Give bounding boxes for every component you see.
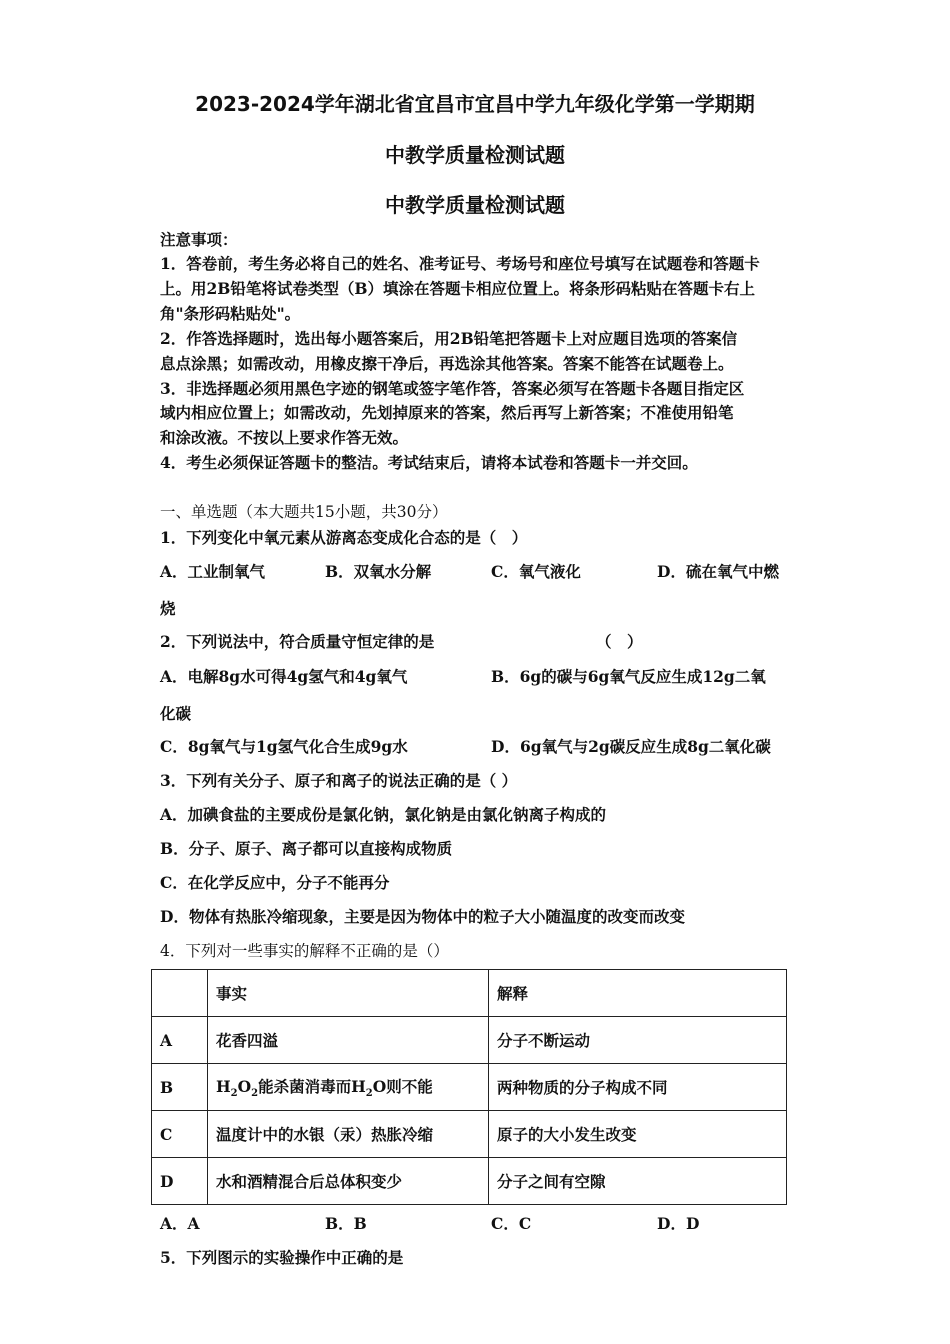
q3-option-a: A．加碘食盐的主要成份是氯化钠，氯化钠是由氯化钠离子构成的 <box>160 805 607 824</box>
q4-stem: 4．下列对一些事实的解释不正确的是（） <box>160 942 449 960</box>
q1-option-d-continued: 烧 <box>160 599 176 618</box>
row-fact: 温度计中的水银（汞）热胀冷缩 <box>208 1111 489 1158</box>
q1-option-a: A．工业制氧气 <box>160 562 266 581</box>
row-explain: 两种物质的分子构成不同 <box>489 1064 787 1111</box>
notice-line-4: 2．作答选择题时，选出每小题答案后，用2B铅笔把答题卡上对应题目选项的答案信 <box>160 329 738 348</box>
notice-line-6: 3．非选择题必须用黑色字迹的钢笔或签字笔作答，答案必须写在答题卡各题目指定区 <box>160 379 745 398</box>
notice-line-5: 息点涂黑；如需改动，用橡皮擦干净后，再选涂其他答案。答案不能答在试题卷上。 <box>160 354 734 373</box>
exam-title-line-1: 2023-2024学年湖北省宜昌市宜昌中学九年级化学第一学期期 <box>195 92 755 116</box>
table-row <box>152 1111 787 1158</box>
q4-option-d: D．D <box>657 1214 700 1233</box>
notice-heading: 注意事项： <box>160 230 238 249</box>
row-key: D <box>152 1158 208 1205</box>
q2-option-c: C．8g氧气与1g氢气化合生成9g水 <box>160 737 408 756</box>
notice-line-8: 和涂改液。不按以上要求作答无效。 <box>160 428 409 447</box>
q2-option-a: A．电解8g水可得4g氢气和4g氧气 <box>160 667 408 686</box>
q4-option-c: C．C <box>491 1214 532 1233</box>
q4-option-b: B．B <box>325 1214 367 1233</box>
q4-option-a: A．A <box>160 1214 200 1233</box>
q3-stem: 3．下列有关分子、原子和离子的说法正确的是（ ） <box>160 771 518 790</box>
exam-title-line-3: 中教学质量检测试题 <box>385 193 565 217</box>
row-explain: 分子之间有空隙 <box>489 1158 787 1205</box>
q4-table <box>151 969 787 1205</box>
q3-option-c: C．在化学反应中，分子不能再分 <box>160 873 390 892</box>
q3-option-d: D．物体有热胀冷缩现象，主要是因为物体中的粒子大小随温度的改变而改变 <box>160 907 685 926</box>
table-row <box>152 1158 787 1205</box>
q2-stem: 2．下列说法中，符合质量守恒定律的是 <box>160 632 435 651</box>
exam-title-line-2: 中教学质量检测试题 <box>385 143 565 167</box>
table-header-cell: 解释 <box>489 970 787 1017</box>
q2-option-b: B．6g的碳与6g氧气反应生成12g二氧 <box>491 667 766 686</box>
q1-stem: 1．下列变化中氧元素从游离态变成化合态的是（ ） <box>160 528 528 547</box>
table-header-cell <box>152 970 208 1017</box>
row-fact: 花香四溢 <box>208 1017 489 1064</box>
q5-stem: 5．下列图示的实验操作中正确的是 <box>160 1248 404 1267</box>
notice-line-1: 1．答卷前，考生务必将自己的姓名、准考证号、考场号和座位号填写在试题卷和答题卡 <box>160 254 760 273</box>
row-explain: 原子的大小发生改变 <box>489 1111 787 1158</box>
row-explain: 分子不断运动 <box>489 1017 787 1064</box>
q1-option-b: B．双氧水分解 <box>325 562 432 581</box>
q1-option-c: C．氧气液化 <box>491 562 581 581</box>
table-row <box>152 1017 787 1064</box>
notice-line-2: 上。用2B铅笔将试卷类型（B）填涂在答题卡相应位置上。将条形码粘贴在答题卡右上 <box>160 279 755 298</box>
section-heading: 一、单选题（本大题共15小题，共30分） <box>160 503 448 521</box>
row-key: C <box>152 1111 208 1158</box>
table-header-row <box>152 970 787 1017</box>
table-row <box>152 1064 787 1111</box>
q1-option-d: D．硫在氧气中燃 <box>657 562 779 581</box>
row-key: A <box>152 1017 208 1064</box>
q2-option-d: D．6g氧气与2g碳反应生成8g二氧化碳 <box>491 737 771 756</box>
q2-option-b-continued: 化碳 <box>160 704 192 723</box>
table-header-cell: 事实 <box>208 970 489 1017</box>
notice-line-7: 域内相应位置上；如需改动，先划掉原来的答案，然后再写上新答案；不准使用铅笔 <box>160 403 734 422</box>
q2-stem-paren: （ ） <box>596 632 643 651</box>
notice-line-9: 4．考生必须保证答题卡的整洁。考试结束后，请将本试卷和答题卡一并交回。 <box>160 453 698 472</box>
row-fact: 水和酒精混合后总体积变少 <box>208 1158 489 1205</box>
notice-line-3: 角"条形码粘贴处"。 <box>160 304 301 323</box>
row-fact: $H_2O_2$能杀菌消毒而$H_2O$则不能 <box>208 1064 489 1111</box>
q3-option-b: B．分子、原子、离子都可以直接构成物质 <box>160 839 453 858</box>
row-key: B <box>152 1064 208 1111</box>
